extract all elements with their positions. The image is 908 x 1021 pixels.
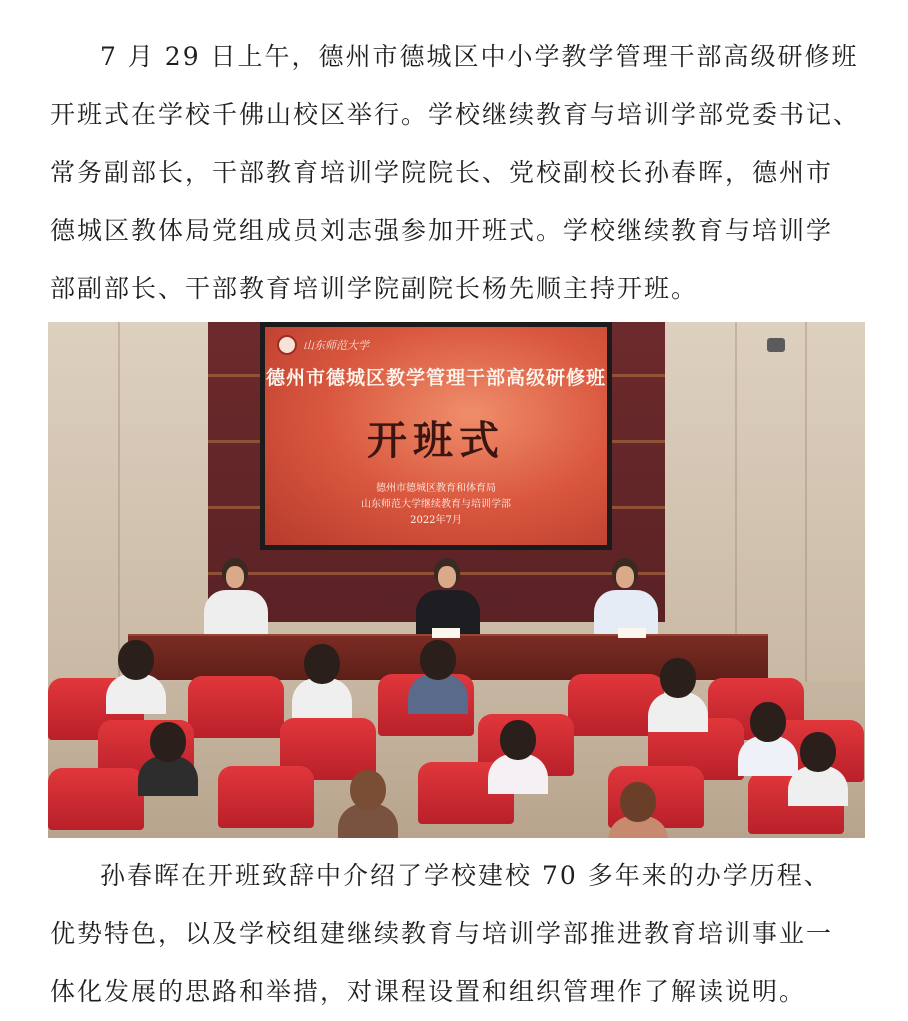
slide-university-name: 山东师范大学 <box>303 339 369 352</box>
paragraph-line: 开班式在学校千佛山校区举行。学校继续教育与培训学部党委书记、 <box>50 100 861 129</box>
audience-member <box>292 644 352 716</box>
slide-title: 德州市德城区教学管理干部高级研修班 <box>265 367 606 389</box>
security-camera-icon <box>767 338 785 352</box>
speaker-center <box>410 558 486 638</box>
paragraph-line: 孙春晖在开班致辞中介绍了学校建校 70 多年来的办学历程、 <box>100 861 831 890</box>
paragraph-line: 7 月 29 日上午，德州市德城区中小学教学管理干部高级研修班 <box>100 42 859 71</box>
slide-organizer-1: 德州市德城区教育和体育局 <box>376 483 496 494</box>
paragraph-line: 优势特色，以及学校组建继续教育与培训学部推进教育培训事业一 <box>50 919 834 948</box>
nameplate <box>432 628 460 638</box>
slide-date: 2022年7月 <box>410 515 462 526</box>
paragraph-line: 常务副部长，干部教育培训学院院长、党校副校长孙春晖，德州市 <box>50 158 834 187</box>
marble-pillar-right <box>665 322 865 682</box>
event-photo <box>48 322 865 838</box>
projection-screen <box>260 322 612 550</box>
paragraph-line: 体化发展的思路和举措，对课程设置和组织管理作了解读说明。 <box>50 977 807 1006</box>
speaker-right <box>588 558 664 638</box>
university-logo-icon <box>277 335 297 355</box>
audience-member <box>608 782 668 838</box>
article-paragraph-2 <box>50 847 870 1021</box>
audience-member <box>106 640 166 712</box>
audience-member <box>408 640 468 712</box>
presentation-slide <box>265 327 607 545</box>
audience-seat <box>218 766 314 828</box>
marble-pillar-left <box>48 322 208 682</box>
audience-member <box>338 770 398 838</box>
audience-member <box>138 722 198 794</box>
audience-member <box>648 658 708 730</box>
article-paragraph-1 <box>50 28 870 318</box>
slide-organizer-2: 山东师范大学继续教育与培训学部 <box>361 499 511 510</box>
speaker-left <box>198 558 274 638</box>
audience-member <box>488 720 548 792</box>
audience-seat <box>188 676 284 738</box>
paragraph-line: 部副部长、干部教育培训学院副院长杨先顺主持开班。 <box>50 274 699 303</box>
nameplate <box>618 628 646 638</box>
paragraph-line: 德城区教体局党组成员刘志强参加开班式。学校继续教育与培训学 <box>50 216 834 245</box>
audience-member <box>788 732 848 804</box>
audience-seat <box>48 768 144 830</box>
slide-ceremony-text: 开班式 <box>367 417 505 464</box>
